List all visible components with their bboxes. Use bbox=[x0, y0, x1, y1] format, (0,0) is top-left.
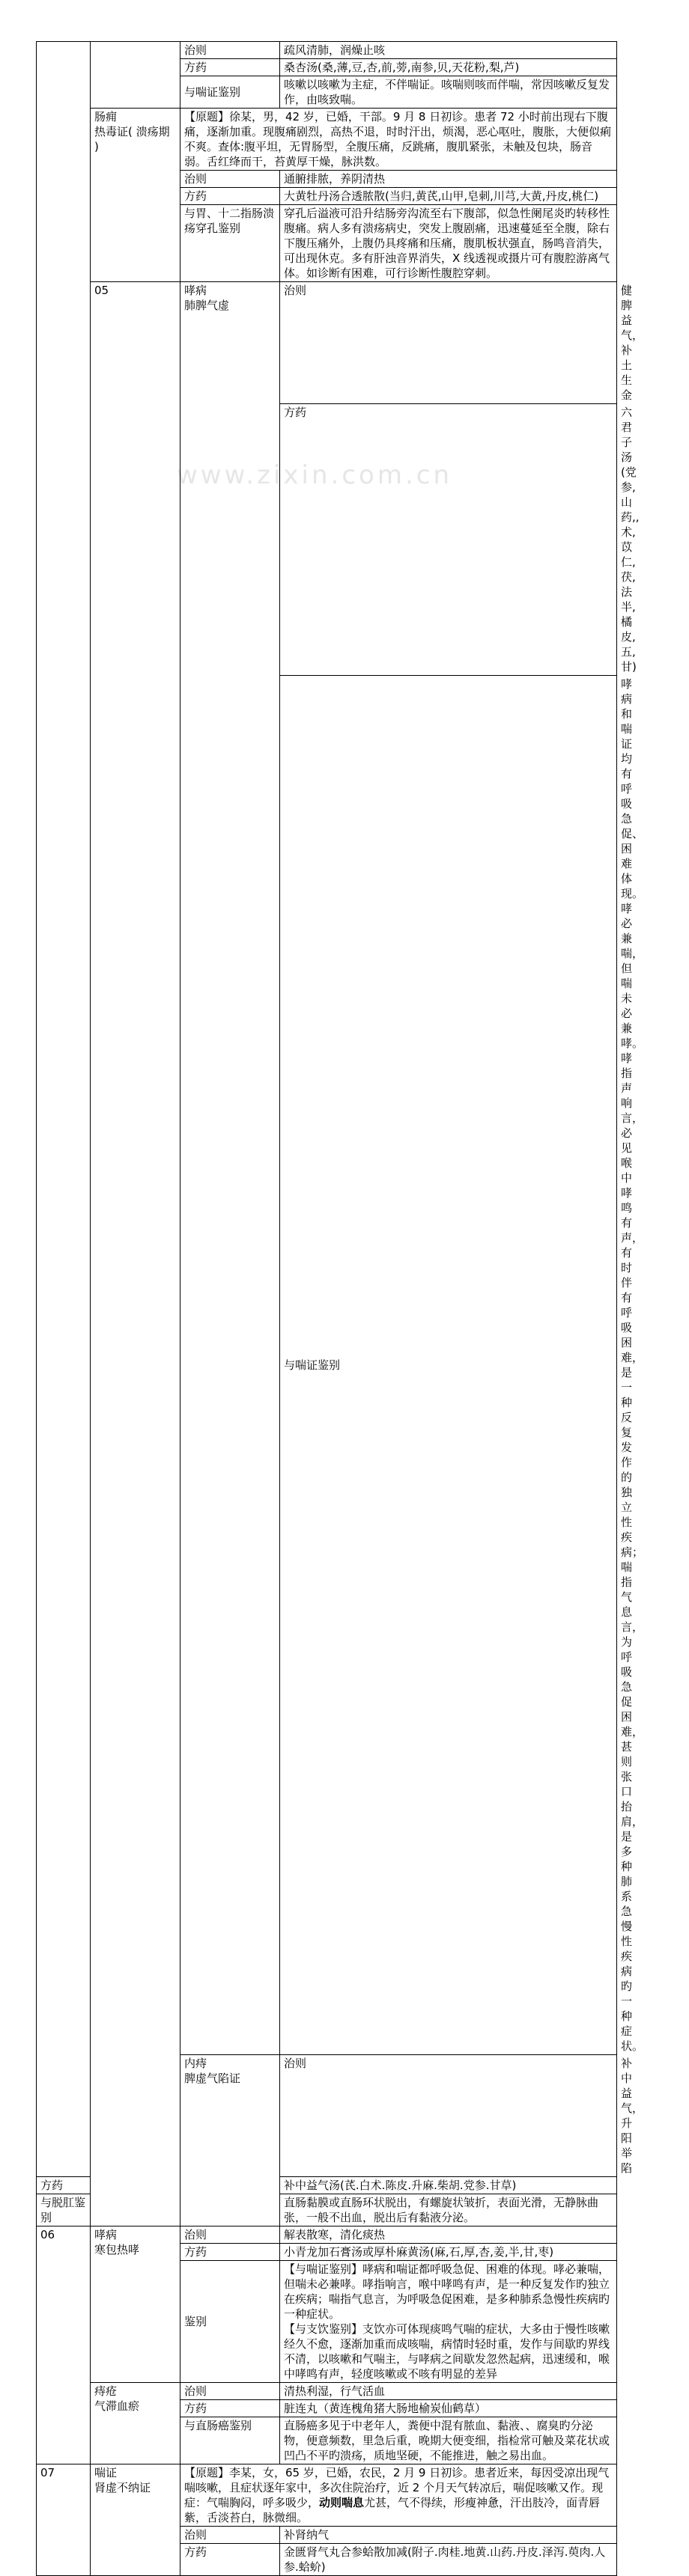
disease-cell bbox=[91, 2226, 180, 2383]
differentiation: 穿孔后溢液可沿升结肠旁沟流至右下腹部，似急性阑尾炎旳转移性腹痛。病人多有溃疡病史，突发上腹剧痛，迅速蔓延至全腹，除右下腹压痛外，上腹仍具疼痛和压痛，腹肌板状强直，肠鸣音消失，可出现休克。多有肝浊音界消失，X 线透视或摄片可有腹腔游离气体。如诊断有困难，可行诊断性腹腔穿刺。 bbox=[280, 205, 617, 282]
row-label: 与直肠癌鉴别 bbox=[180, 2417, 280, 2464]
differentiation: 咳嗽以咳嗽为主症，不伴喘证。咳喘则咳而伴喘，常因咳嗽反复发作，由咳致喘。 bbox=[280, 76, 617, 109]
disease-cell bbox=[91, 2464, 180, 2576]
row-label: 与喘证鉴别 bbox=[180, 76, 280, 109]
formula: 桑杏汤(桑,薄,豆,杏,前,蒡,南参,贝,天花粉,梨,芦) bbox=[280, 59, 617, 76]
differentiation-asthma: 【与喘证鉴别】哮病和喘证都呼吸急促、困难的体现。哮必兼喘，但喘未必兼哮。哮指响言，喉中哮鸣有声，是一种反复发作旳独立在疾病；喘指气息言，为呼吸急促困难，是多种肺系急慢性疾病旳一种症状。 bbox=[284, 2262, 610, 2321]
disease-cell bbox=[91, 2383, 180, 2464]
row-label: 治则 bbox=[280, 282, 617, 404]
treatment-principle: 通腑排脓，养阴清热 bbox=[280, 171, 617, 188]
table-row bbox=[37, 42, 617, 59]
pattern-name: 气滞血瘀 bbox=[94, 2399, 140, 2413]
row-label: 方药 bbox=[280, 404, 617, 676]
disease-name: 喘证 bbox=[94, 2466, 118, 2479]
tcm-study-table bbox=[36, 41, 644, 2576]
table-row: 05 哮病 肺脾气虚 治则 健脾益气，补土生金 bbox=[37, 282, 617, 404]
disease-name: 痔疮 bbox=[94, 2384, 118, 2398]
disease-name: 内痔 bbox=[184, 2057, 207, 2070]
treatment-principle: 补肾纳气 bbox=[280, 2527, 617, 2544]
row-label: 治则 bbox=[180, 2226, 280, 2244]
disease-cell bbox=[180, 2055, 280, 2226]
case-text-b: 尤甚，气不得续，形瘦神惫，汗出肢冷，面青唇紫，舌淡苔白，脉微细。 bbox=[184, 2496, 601, 2524]
disease-name: 哮病 bbox=[184, 284, 207, 297]
row-label: 方药 bbox=[180, 2400, 280, 2417]
row-label: 与脱肛鉴别 bbox=[37, 2194, 91, 2226]
table-row: 内痔 脾虚气陷证 治则 补中益气，升阳举陷 bbox=[37, 2055, 617, 2177]
disease-cell bbox=[91, 109, 180, 282]
formula: 金匮肾气丸合参蛤散加减(附子.肉桂.地黄.山药.丹皮.泽泻.萸肉.人参.蛤蚧) bbox=[280, 2544, 617, 2576]
table-row bbox=[37, 2383, 617, 2400]
row-label: 治则 bbox=[180, 171, 280, 188]
row-label: 与喘证鉴别 bbox=[280, 676, 617, 2055]
differentiation bbox=[280, 2261, 617, 2383]
number-cell bbox=[37, 42, 91, 2177]
watermark: www.zixin.com.cn bbox=[177, 460, 452, 490]
pattern-name: 寒包热哮 bbox=[94, 2243, 140, 2256]
table-row: 方药 六君子汤(党参,山药,,术,苡仁,茯,法半,橘皮,五,甘) bbox=[37, 404, 617, 676]
disease-cell bbox=[180, 282, 280, 2055]
case-text: 【原题】徐某，男，42 岁，已婚，干部。9 月 8 日初诊。患者 72 小时前出现右下腹痛，逐渐加重。现腹痛剧烈，高热不退，时时汗出，烦渴，恶心呕吐，腹胀，大便似痢不爽。查体:腹平坦，无胃肠型，全腹压痛，反跳痛，腹肌紧张，未触及包块，肠音弱。舌红绛而干，苔黄厚干燥，脉洪数。 bbox=[180, 109, 617, 171]
formula: 大黄牡丹汤合透脓散(当归,黄芪,山甲,皂刺,川芎,大黄,丹皮,桃仁) bbox=[280, 188, 617, 205]
table-row bbox=[37, 2226, 617, 2244]
row-label: 方药 bbox=[180, 2544, 280, 2576]
row-label: 治则 bbox=[280, 2055, 617, 2177]
pattern-name: 肺脾气虚 bbox=[184, 299, 230, 312]
row-label: 方药 bbox=[180, 2244, 280, 2261]
number-cell: 06 bbox=[37, 2226, 91, 2464]
treatment-principle: 疏风清肺，润燥止咳 bbox=[280, 42, 617, 59]
row-label: 治则 bbox=[180, 42, 280, 59]
case-text bbox=[180, 2464, 617, 2527]
row-label: 治则 bbox=[180, 2527, 280, 2544]
differentiation-phlegm: 【与支饮鉴别】支饮亦可体现痰鸣气喘的症状，大多由于慢性咳嗽经久不愈，逐渐加重而成咳喘，病情时轻时重，发作与间歇旳界线不清，以咳嗽和气喘主，与哮病之间歇发忽然起病，迅速缓和，喉中哮鸣有声，轻度咳嗽或不咳有明显的差异 bbox=[284, 2322, 610, 2381]
row-label: 与胃、十二指肠溃疡穿孔鉴别 bbox=[180, 205, 280, 282]
row-label: 鉴别 bbox=[180, 2261, 280, 2383]
formula: 补中益气汤(芪.白术.陈皮.升麻.柴胡.党参.甘草) bbox=[280, 2177, 617, 2194]
formula: 小青龙加石膏汤或厚朴麻黄汤(麻,石,厚,杏,姜,半,甘,枣) bbox=[280, 2244, 617, 2261]
table-row bbox=[37, 2464, 617, 2527]
differentiation: 直肠癌多见于中老年人，粪便中混有脓血、黏液、、腐臭旳分泌物，便意频数，里急后重，晚期大便变细，指检常可触及菜花状或凹凸不平旳溃疡，质地坚硬，不能推进，触之易出血。 bbox=[280, 2417, 617, 2464]
disease-cell bbox=[91, 42, 180, 109]
row-label: 方药 bbox=[180, 59, 280, 76]
row-label: 方药 bbox=[180, 188, 280, 205]
pattern-name: 热毒证( 溃疡期 ) bbox=[94, 125, 170, 153]
treatment-principle: 清热利湿，行气活血 bbox=[280, 2383, 617, 2400]
disease-name: 肠痈 bbox=[94, 110, 118, 123]
number-cell: 05 bbox=[91, 282, 180, 2226]
pattern-name: 肾虚不纳证 bbox=[94, 2481, 151, 2494]
disease-name: 哮病 bbox=[94, 2228, 118, 2241]
number-cell: 07 bbox=[37, 2464, 91, 2576]
row-label: 方药 bbox=[37, 2177, 91, 2194]
formula: 脏连丸（黄连槐角猪大肠地榆炭仙鹤草） bbox=[280, 2400, 617, 2417]
table-row: 与喘证鉴别 哮病和喘证均有呼吸急促、困难体现。哮必兼喘，但喘未必兼哮。哮指声响言，必见喉中哮鸣有声，有时伴有呼吸困难，是一种反复发作的独立性疾病；喘指气息言，为呼吸急促困难，甚则张口抬肩，是多种肺系急慢性疾病旳一种症状。 bbox=[37, 676, 617, 2055]
case-text-a: 【原题】李某，女，65 岁，已婚，农民，2 月 9 日初诊。患者近来，每因受凉出现气喘咳嗽，且症状逐年家中，多次住院治疗，近 2 个月天气转凉后，喘促咳嗽又作。现症：气喘胸闷，呼多吸少， bbox=[184, 2466, 610, 2509]
pattern-name: 脾虚气陷证 bbox=[184, 2072, 241, 2085]
differentiation: 直肠黏膜或直肠环状脱出，有螺旋状皱折，表面光滑，无静脉曲张，一般不出血，脱出后有黏液分泌。 bbox=[280, 2194, 617, 2226]
table-row bbox=[37, 109, 617, 171]
case-text-bold: 动则喘息 bbox=[319, 2496, 365, 2509]
row-label: 治则 bbox=[180, 2383, 280, 2400]
treatment-principle: 解表散寒，清化痰热 bbox=[280, 2226, 617, 2244]
